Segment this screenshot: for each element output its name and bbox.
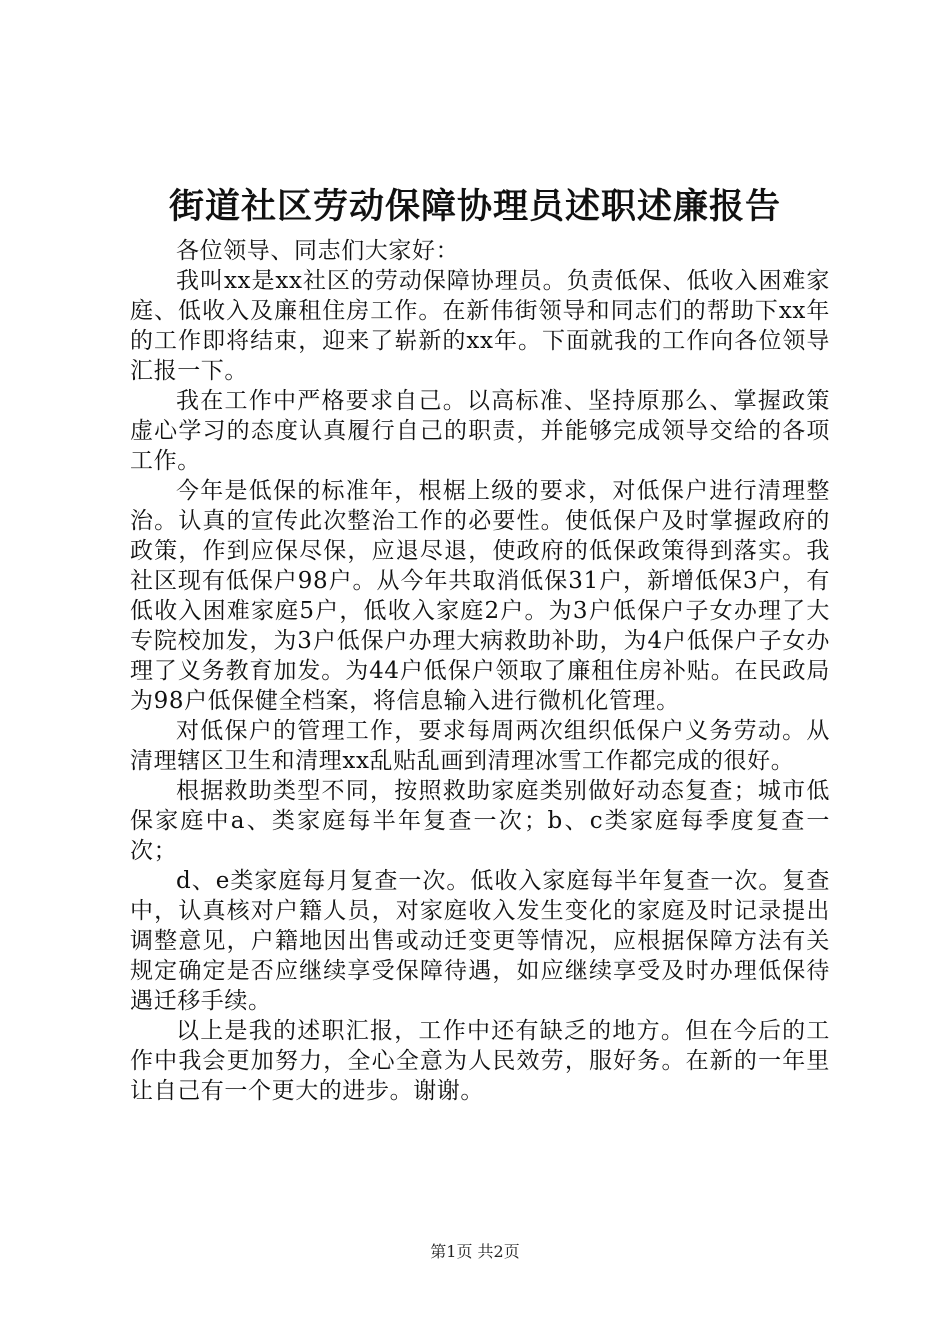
introduction-paragraph: 我叫xx是xx社区的劳动保障协理员。负责低保、低收入困难家庭、低收入及廉租住房工作。在新伟街领导和同志们的帮助下xx年的工作即将结束，迎来了崭新的xx年。下面就我的工作向各位领导汇报一下。 bbox=[130, 268, 830, 384]
self-requirement-paragraph: 我在工作中严格要求自己。以高标准、坚持原那么、掌握政策虚心学习的态度认真履行自己的职责，并能够完成领导交给的各项工作。 bbox=[130, 388, 830, 474]
greeting-paragraph: 各位领导、同志们大家好： bbox=[176, 238, 460, 264]
document-title: 街道社区劳动保障协理员述职述廉报告 bbox=[168, 186, 781, 227]
page-number-footer: 第1页 共2页 bbox=[430, 1242, 520, 1261]
review-process-paragraph: d、e类家庭每月复查一次。低收入家庭每半年复查一次。复查中，认真核对户籍人员，对家庭收入发生变化的家庭及时记录提出调整意见，户籍地因出售或动迁变更等情况，应根据保障方法有关规定确定是否应继续享受保障待遇，如应继续享受及时办理低保待遇迁移手续。 bbox=[130, 868, 830, 1014]
closing-paragraph: 以上是我的述职汇报，工作中还有缺乏的地方。但在今后的工作中我会更加努力，全心全意为人民效劳，服好务。在新的一年里让自己有一个更大的进步。谢谢。 bbox=[130, 1018, 830, 1104]
review-types-paragraph: 根据救助类型不同，按照救助家庭类别做好动态复查；城市低保家庭中a、类家庭每半年复查一次；b、c类家庭每季度复查一次； bbox=[130, 778, 830, 864]
management-paragraph: 对低保户的管理工作，要求每周两次组织低保户义务劳动。从清理辖区卫生和清理xx乱贴乱画到清理冰雪工作都完成的很好。 bbox=[130, 718, 830, 774]
low-income-rectification-paragraph: 今年是低保的标准年，根椐上级的要求，对低保户进行清理整治。认真的宣传此次整治工作的必要性。使低保户及时掌握政府的政策，作到应保尽保，应退尽退，使政府的低保政策得到落实。我社区现有低保户98户。从今年共取消低保31户，新增低保3户，有低收入困难家庭5户，低收入家庭2户。为3户低保户子女办理了大专院校加发，为3户低保户办理大病救助补助，为4户低保户子女办理了义务教育加发。为44户低保户领取了廉租住房补贴。在民政局为98户低保健全档案，将信息输入进行微机化管理。 bbox=[130, 478, 830, 714]
document-body bbox=[130, 236, 830, 1106]
